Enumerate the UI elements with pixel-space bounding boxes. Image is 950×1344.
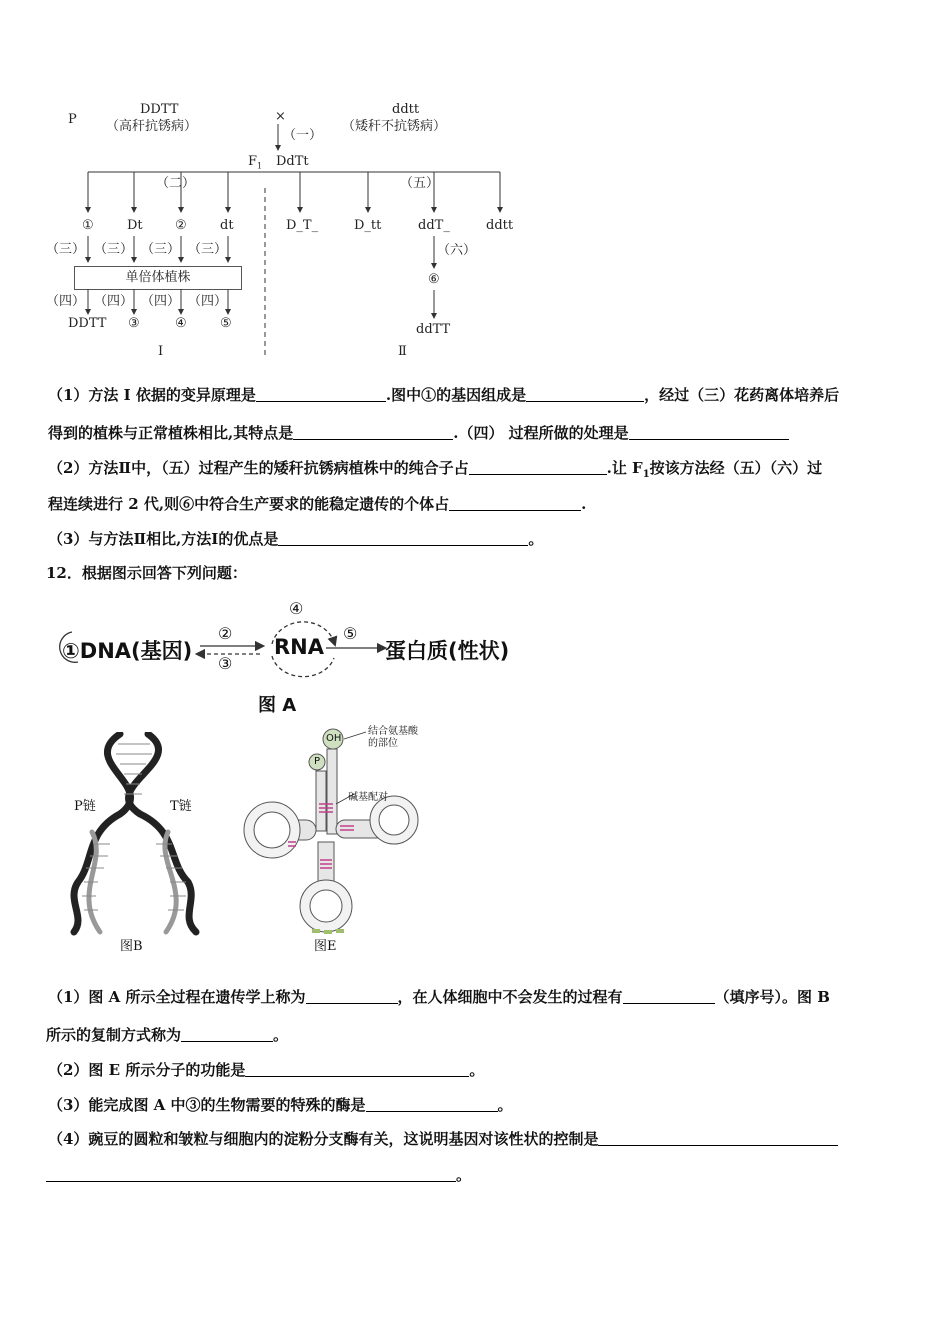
trna-structure [236, 724, 446, 934]
q12-line-3: （2）图 E 所示分子的功能是 。 [48, 1061, 485, 1079]
fig-a-c4: ④ [289, 599, 304, 618]
gamete-3: ② [175, 218, 187, 233]
answer-blank[interactable] [278, 529, 528, 546]
answer-blank[interactable] [306, 987, 398, 1004]
step4-label-2: （四） [94, 294, 134, 309]
gamete-4: dt [220, 218, 234, 233]
doubled-4: ⑤ [220, 316, 232, 331]
doubled-1: DDTT [68, 316, 107, 331]
dna-helix [58, 732, 218, 937]
q12-title: 12．根据图示回答下列问题： [46, 564, 247, 582]
answer-blank[interactable] [293, 423, 453, 440]
haploid-box: 单倍体植株 [74, 266, 242, 290]
step3-label-3: （三） [141, 242, 181, 257]
parent2-phenotype: （矮秆不抗锈病） [342, 119, 447, 134]
step2-label: （二） [156, 176, 196, 191]
method1-label: Ⅰ [158, 344, 164, 359]
answer-blank[interactable] [526, 385, 644, 402]
step4-label-1: （四） [46, 294, 86, 309]
step1-label: （一） [283, 128, 323, 143]
circle6: ⑥ [428, 272, 440, 287]
step6-label: （六） [437, 243, 477, 258]
q12-line-1: （1）图 A 所示全过程在遗传学上称为 ，在人体细胞中不会发生的过程有 （填序号）。图 B [48, 988, 830, 1006]
method2-label: Ⅱ [398, 344, 407, 359]
answer-blank[interactable] [469, 458, 607, 475]
cross-symbol: × [275, 109, 286, 124]
fig-e-caption: 图E [314, 939, 337, 954]
parent2-genotype: ddtt [392, 102, 420, 117]
q12-line-2: 所示的复制方式称为 。 [46, 1026, 289, 1044]
gamete-2: Dt [127, 218, 143, 233]
p-chain-label: P链 [74, 799, 96, 814]
base-pair-label: 碱基配对 [348, 792, 388, 803]
fig-a-protein: 蛋白质(性状) [385, 639, 510, 663]
offspring-4: ddtt [486, 218, 514, 233]
gamete-1: ① [82, 218, 94, 233]
final-genotype: ddTT [416, 322, 451, 337]
parent1-phenotype: （高秆抗锈病） [106, 119, 198, 134]
step4-label-3: （四） [141, 294, 181, 309]
answer-blank[interactable] [181, 1025, 273, 1042]
offspring-2: D_tt [354, 218, 382, 233]
answer-blank[interactable] [256, 385, 386, 402]
breeding-diagram-lines [0, 0, 560, 360]
fig-a-dna: ①DNA(基因) [62, 639, 193, 663]
doubled-3: ④ [175, 316, 187, 331]
q11-line-3: （2）方法Ⅱ中，（五）过程产生的矮秆抗锈病植株中的纯合子占 .让 $F_1$按该方法经（五）（六）过 [48, 459, 823, 480]
amino-site-label-1: 结合氨基酸 [368, 726, 418, 737]
parent1-genotype: DDTT [140, 102, 179, 117]
q12-line-6: 。 [46, 1164, 471, 1186]
answer-blank[interactable] [46, 1165, 456, 1182]
answer-blank[interactable] [449, 494, 581, 511]
answer-blank[interactable] [598, 1129, 838, 1146]
answer-blank[interactable] [366, 1095, 498, 1112]
answer-blank[interactable] [629, 423, 789, 440]
step4-label-4: （四） [188, 294, 228, 309]
q12-line-5: （4）豌豆的圆粒和皱粒与细胞内的淀粉分支酶有关，这说明基因对该性状的控制是 [48, 1128, 838, 1150]
offspring-1: D_T_ [286, 218, 319, 233]
answer-blank[interactable] [623, 987, 715, 1004]
fig-a-rna: RNA [274, 635, 324, 659]
fig-a-caption: 图 A [258, 695, 297, 716]
f1-label: $F_1$ [248, 154, 263, 171]
q11-line-2: 得到的植株与正常植株相比,其特点是 .（四） 过程所做的处理是 [48, 422, 789, 444]
step3-label-2: （三） [94, 242, 134, 257]
fig-a-c5: ⑤ [343, 624, 358, 643]
fig-b-caption: 图B [120, 939, 143, 954]
step3-label-1: （三） [46, 242, 86, 257]
p-label: P [68, 112, 77, 127]
oh-label: OH [326, 733, 342, 744]
fig-a-c3: ③ [218, 654, 233, 673]
step5-label: （五） [400, 176, 440, 191]
q11-line-4: 程连续进行 2 代,则⑥中符合生产要求的能稳定遗传的个体占 . [48, 495, 587, 513]
p-label-e: P [314, 756, 321, 767]
fig-a-c2: ② [218, 624, 233, 643]
q11-line-5: （3）与方法Ⅱ相比,方法Ⅰ的优点是 。 [48, 530, 544, 548]
step3-label-4: （三） [188, 242, 228, 257]
doubled-2: ③ [128, 316, 140, 331]
f1-genotype: DdTt [276, 154, 309, 169]
q11-line-1: （1）方法 I 依据的变异原理是 .图中①的基因组成是 ，经过（三）花药离体培养后 [48, 386, 840, 404]
amino-site-label-2: 的部位 [368, 738, 398, 749]
answer-blank[interactable] [245, 1060, 469, 1077]
q12-line-4: （3）能完成图 A 中③的生物需要的特殊的酶是 。 [48, 1096, 513, 1114]
t-chain-label: T链 [170, 799, 192, 814]
offspring-3: ddT_ [418, 218, 450, 233]
